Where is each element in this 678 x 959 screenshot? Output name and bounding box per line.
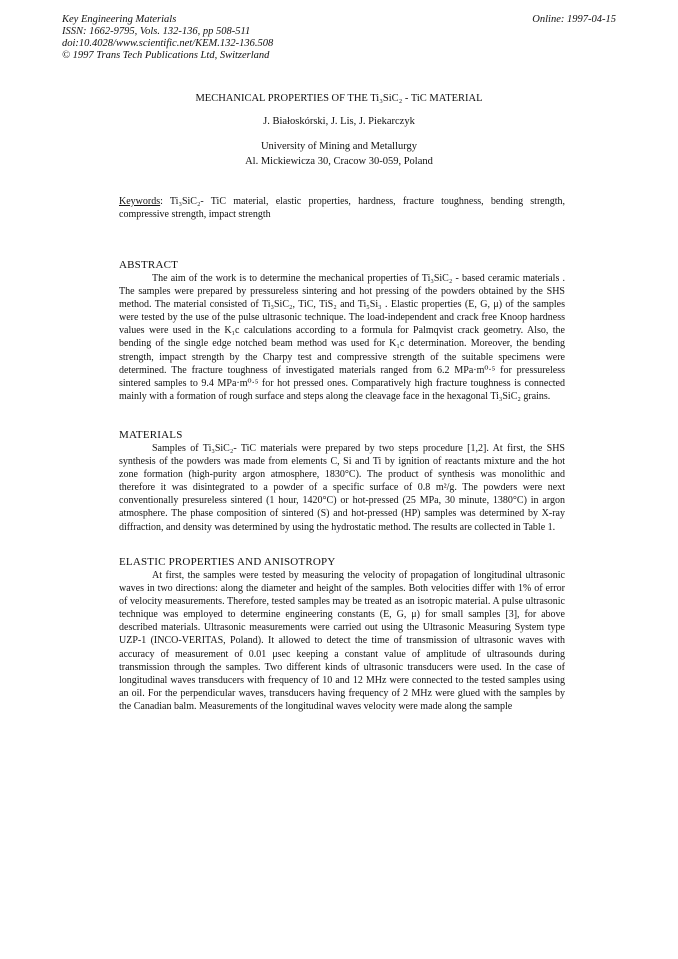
materials-heading: MATERIALS: [119, 429, 183, 441]
address: Al. Mickiewicza 30, Cracow 30-059, Poland: [245, 156, 433, 167]
authors: J. Białoskórski, J. Lis, J. Piekarczyk: [263, 116, 415, 127]
keywords-label: Keywords: [119, 196, 161, 207]
materials-text: Samples of Ti₃SiC₂- TiC materials were prepared by two steps procedure [1,2]. At first, the SHS synthesis of the powders was made from elements C, Si and Ti by ignition of reactants mixture and the hot zone formation (high-purity argon atmosphere, 1830°C). The product of synthesis was monolithic and therefore it was disintegrated to a powder of a specific surface of 0.8 m²/g. The powders were next conventionally presureless sintered (1 hour, 1420°C) or hot-pressed (25 MPa, 30 minute, 1380°C) in argon atmosphere. The phase composition of sintered (S) and hot-pressed (HP) samples was determined by X-ray diffraction, and density was determined by using the hydrostatic method. The results are collected in Table 1.: [119, 443, 565, 533]
paper-title: MECHANICAL PROPERTIES OF THE Ti₃SiC₂ - TiC MATERIAL: [195, 93, 483, 104]
citation-header: [62, 14, 273, 62]
doi-line: doi:10.4028/www.scientific.net/KEM.132-136.508: [62, 38, 274, 49]
abstract-heading: ABSTRACT: [119, 259, 179, 271]
elastic-text: At first, the samples were tested by measuring the velocity of propagation of longitudinal ultrasonic waves in two directions: along the diameter and height of the samples. Both velocities differ with 1% of error of velocity measurements. Therefore, tested samples may be treated as an isotropic material. A pulse ultrasonic technique was employed to determine engineering constants (E, G, μ) for small samples [3], for above described materials. Ultrasonic measurements were carried out using the Ultrasonic Measuring System type UZP-1 (INCO-VERITAS, Poland). It allowed to detect the time of transmission of ultrasonic waves with accuracy of measurement of 0.01 μsec keeping a constant value of amplitude of ultrasounds during transmission through the samples. Two different kinds of ultrasonic transducers were used. In the case of longitudinal waves transducers with frequency of 10 and 12 MHz were connected to the tested samples using an oil. For the perpendicular waves, transducers having frequency of 2 MHz were glued with the samples by the Canadian balm. Measurements of the longitudinal waves velocity were made along the sample: [119, 570, 565, 712]
issn-line: ISSN: 1662-9795, Vols. 132-136, pp 508-511: [62, 26, 251, 37]
keywords-text: : Ti₃SiC₂- TiC material, elastic properties, hardness, fracture toughness, bending strength, compressive strength, impact strength: [119, 196, 565, 221]
affiliation: University of Mining and Metallurgy: [260, 141, 418, 152]
elastic-heading: ELASTIC PROPERTIES AND ANISOTROPY: [119, 556, 336, 568]
journal-name: Key Engineering Materials: [62, 14, 177, 25]
abstract-text: The aim of the work is to determine the mechanical properties of Ti₃SiC₂ - based ceramic materials . The samples were prepared by pressureless sintering and hot pressing of the powders obtained by the SHS method. The material consisted of Ti₃SiC₂, TiC, TiS₂ and Ti₅Si₃ . Elastic properties (E, G, μ) of the samples were tested by the use of the pulse ultrasonic technique. The load-independent and crack free Knoop hardness values were used in the K₁c calculations according to a formula for Palmqvist crack geometry. Also, the bending of the single edge notched beam method was used for K₁c determination. Moreover, the bending strength, impact strength by the Charpy test and compressive strength of the suitable specimens were determined. The fracture toughness of investigated materials ranged from 6.2 MPa·m⁰·⁵ for pressureless sintered samples to 9.4 MPa·m⁰·⁵ for hot pressed ones. Comparatively high fracture toughness is connected mainly with a formation of rough surface and steps along the cleavage face in the hexagonal Ti₃SiC₂ grains.: [119, 273, 565, 402]
copyright-line: © 1997 Trans Tech Publications Ltd, Switzerland: [62, 50, 270, 61]
online-date: Online: 1997-04-15: [532, 14, 616, 25]
keywords: [119, 195, 565, 221]
